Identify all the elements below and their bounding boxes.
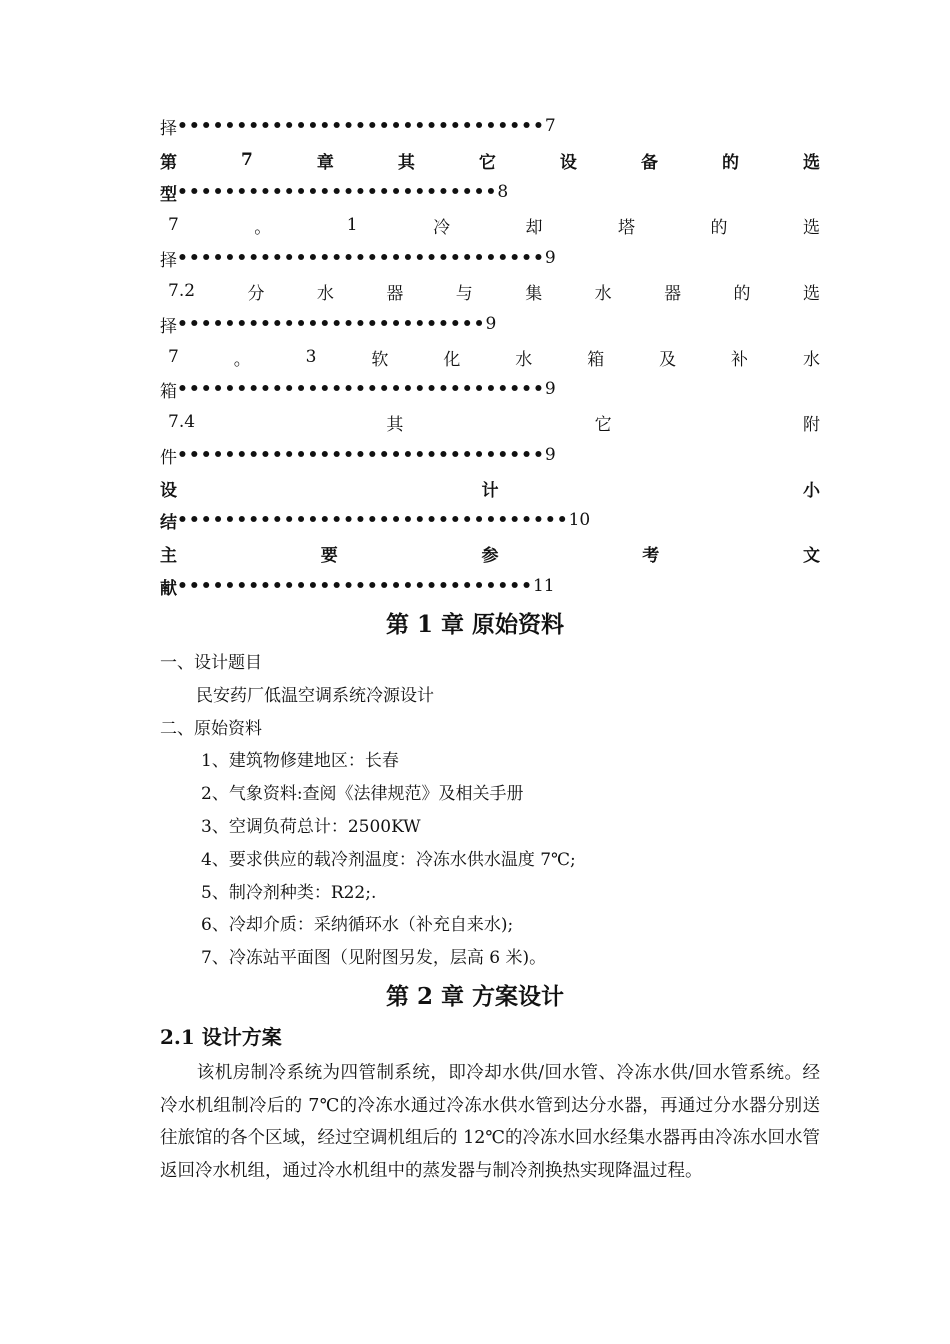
toc-word: 水 — [515, 349, 533, 370]
toc-line[interactable] — [160, 504, 590, 536]
toc-line[interactable] — [160, 176, 508, 208]
toc-word: 箱 — [587, 349, 605, 370]
toc-line[interactable] — [160, 570, 555, 602]
toc-word: 考 — [642, 545, 660, 566]
toc-line[interactable] — [160, 406, 820, 438]
toc-word: 补 — [731, 349, 749, 370]
toc-word: 塔 — [618, 217, 635, 238]
toc-text: 献 — [160, 578, 177, 599]
toc-text: 择 — [160, 316, 177, 337]
toc-line[interactable] — [160, 373, 556, 405]
toc-word: 选 — [802, 217, 820, 238]
list-item: 5、制冷剂种类：R22;. — [201, 883, 377, 903]
toc-text: 择 — [160, 250, 177, 271]
list-item: 7、冷冻站平面图（见附图另发，层高 6 米)。 — [201, 948, 547, 968]
toc-word: 其 — [397, 152, 415, 173]
toc-line[interactable] — [160, 275, 820, 307]
section-heading: 一、设计题目 — [160, 653, 262, 673]
toc-word: 的 — [721, 152, 739, 173]
toc-dots: ••••••••••••••••••••••••••• — [177, 182, 498, 202]
toc-text: 结 — [160, 512, 177, 533]
toc-page-number: 9 — [544, 248, 556, 268]
toc-word: 选 — [802, 283, 820, 304]
toc-word: 第 — [160, 152, 177, 173]
toc-word: 它 — [594, 414, 612, 435]
toc-word: 及 — [659, 349, 677, 370]
toc-word: 其 — [386, 414, 404, 435]
section-title: 2.1 设计方案 — [160, 1025, 282, 1049]
toc-word: 器 — [664, 283, 682, 304]
toc-line[interactable] — [160, 537, 820, 569]
toc-line[interactable] — [160, 341, 820, 373]
toc-word: 的 — [733, 283, 751, 304]
toc-text: 择 — [160, 118, 177, 139]
toc-word: 它 — [478, 152, 496, 173]
toc-word: 器 — [386, 283, 404, 304]
toc-word: 集 — [525, 283, 543, 304]
toc-word: 7.2 — [168, 281, 196, 301]
toc-dots: ••••••••••••••••••••••••••••••••• — [177, 510, 569, 530]
toc-word: 设 — [559, 152, 577, 173]
toc-dots: ••••••••••••••••••••••••••••••• — [177, 379, 545, 399]
toc-word: 附 — [802, 414, 820, 435]
toc-page-number: 7 — [544, 116, 556, 136]
toc-dots: ••••••••••••••••••••••••••••••• — [177, 445, 545, 465]
toc-word: 小 — [803, 480, 820, 501]
toc-dots: ••••••••••••••••••••••••••••••• — [177, 248, 545, 268]
list-item: 1、建筑物修建地区：长春 — [201, 751, 399, 771]
toc-page-number: 11 — [532, 576, 555, 596]
toc-page-number: 9 — [544, 379, 556, 399]
toc-page-number: 9 — [544, 445, 556, 465]
toc-word: 7 — [168, 215, 179, 235]
section-heading: 二、原始资料 — [160, 719, 262, 739]
toc-text: 型 — [160, 184, 177, 205]
toc-word: 分 — [247, 283, 265, 304]
toc-line[interactable] — [160, 242, 556, 274]
toc-word: 水 — [594, 283, 612, 304]
toc-word: 参 — [481, 545, 499, 566]
toc-word: 化 — [443, 349, 461, 370]
toc-page-number: 10 — [568, 510, 591, 530]
toc-word: 7 — [168, 347, 179, 367]
toc-word: 文 — [803, 545, 820, 566]
list-item: 3、空调负荷总计：2500KW — [201, 817, 421, 837]
toc-dots: ••••••••••••••••••••••••••••••• — [177, 116, 545, 136]
list-item: 6、冷却介质：采纳循环水（补充自来水); — [201, 915, 514, 935]
toc-word: 备 — [640, 152, 658, 173]
toc-line[interactable] — [160, 209, 820, 241]
toc-word: 冷 — [433, 217, 451, 238]
toc-word: 软 — [371, 349, 389, 370]
toc-word: 要 — [320, 545, 338, 566]
toc-word: 1 — [346, 215, 358, 235]
toc-dots: •••••••••••••••••••••••••••••• — [177, 576, 533, 596]
toc-word: 水 — [316, 283, 334, 304]
toc-line[interactable] — [160, 144, 820, 176]
toc-text: 件 — [160, 447, 177, 468]
toc-word: 的 — [710, 217, 728, 238]
toc-word: 却 — [525, 217, 543, 238]
list-item: 4、要求供应的载冷剂温度：冷冻水供水温度 7℃; — [201, 850, 576, 870]
toc-text: 箱 — [160, 381, 177, 402]
body-paragraph: 该机房制冷系统为四管制系统，即冷却水供/回水管、冷冻水供/回水管系统。经冷水机组制冷后的 7℃的冷冻水通过冷冻水供水管到达分水器，再通过分水器分别送往旅馆的各个区域，经过空调机组后的 12℃的冷冻水回水经集水器再由冷冻水回水管返回冷水机组，通过冷水机组中的蒸发器与制冷剂换热实现降温过程。 — [160, 1063, 820, 1181]
toc-word: 与 — [455, 283, 473, 304]
toc-word: 章 — [316, 152, 334, 173]
toc-word: 7 — [241, 150, 253, 170]
toc-word: 水 — [802, 349, 820, 370]
list-item: 2、气象资料:查阅《法律规范》及相关手册 — [201, 784, 524, 804]
toc-word: 设 — [160, 480, 177, 501]
toc-word: 。 — [254, 217, 272, 238]
toc-word: 主 — [160, 545, 177, 566]
chapter-title: 第 2 章 方案设计 — [385, 983, 565, 1010]
toc-dots: •••••••••••••••••••••••••• — [177, 314, 486, 334]
chapter-title: 第 1 章 原始资料 — [385, 611, 565, 638]
toc-word: 计 — [481, 480, 499, 501]
toc-line[interactable] — [160, 308, 496, 340]
toc-line[interactable] — [160, 439, 556, 471]
toc-word: 选 — [802, 152, 820, 173]
toc-line[interactable] — [160, 110, 556, 142]
toc-line[interactable] — [160, 472, 820, 504]
project-title: 民安药厂低温空调系统冷源设计 — [196, 686, 434, 706]
toc-word: 7.4 — [168, 412, 196, 432]
toc-page-number: 8 — [497, 182, 509, 202]
toc-word: 3 — [305, 347, 317, 367]
toc-word: 。 — [233, 349, 251, 370]
toc-page-number: 9 — [485, 314, 497, 334]
